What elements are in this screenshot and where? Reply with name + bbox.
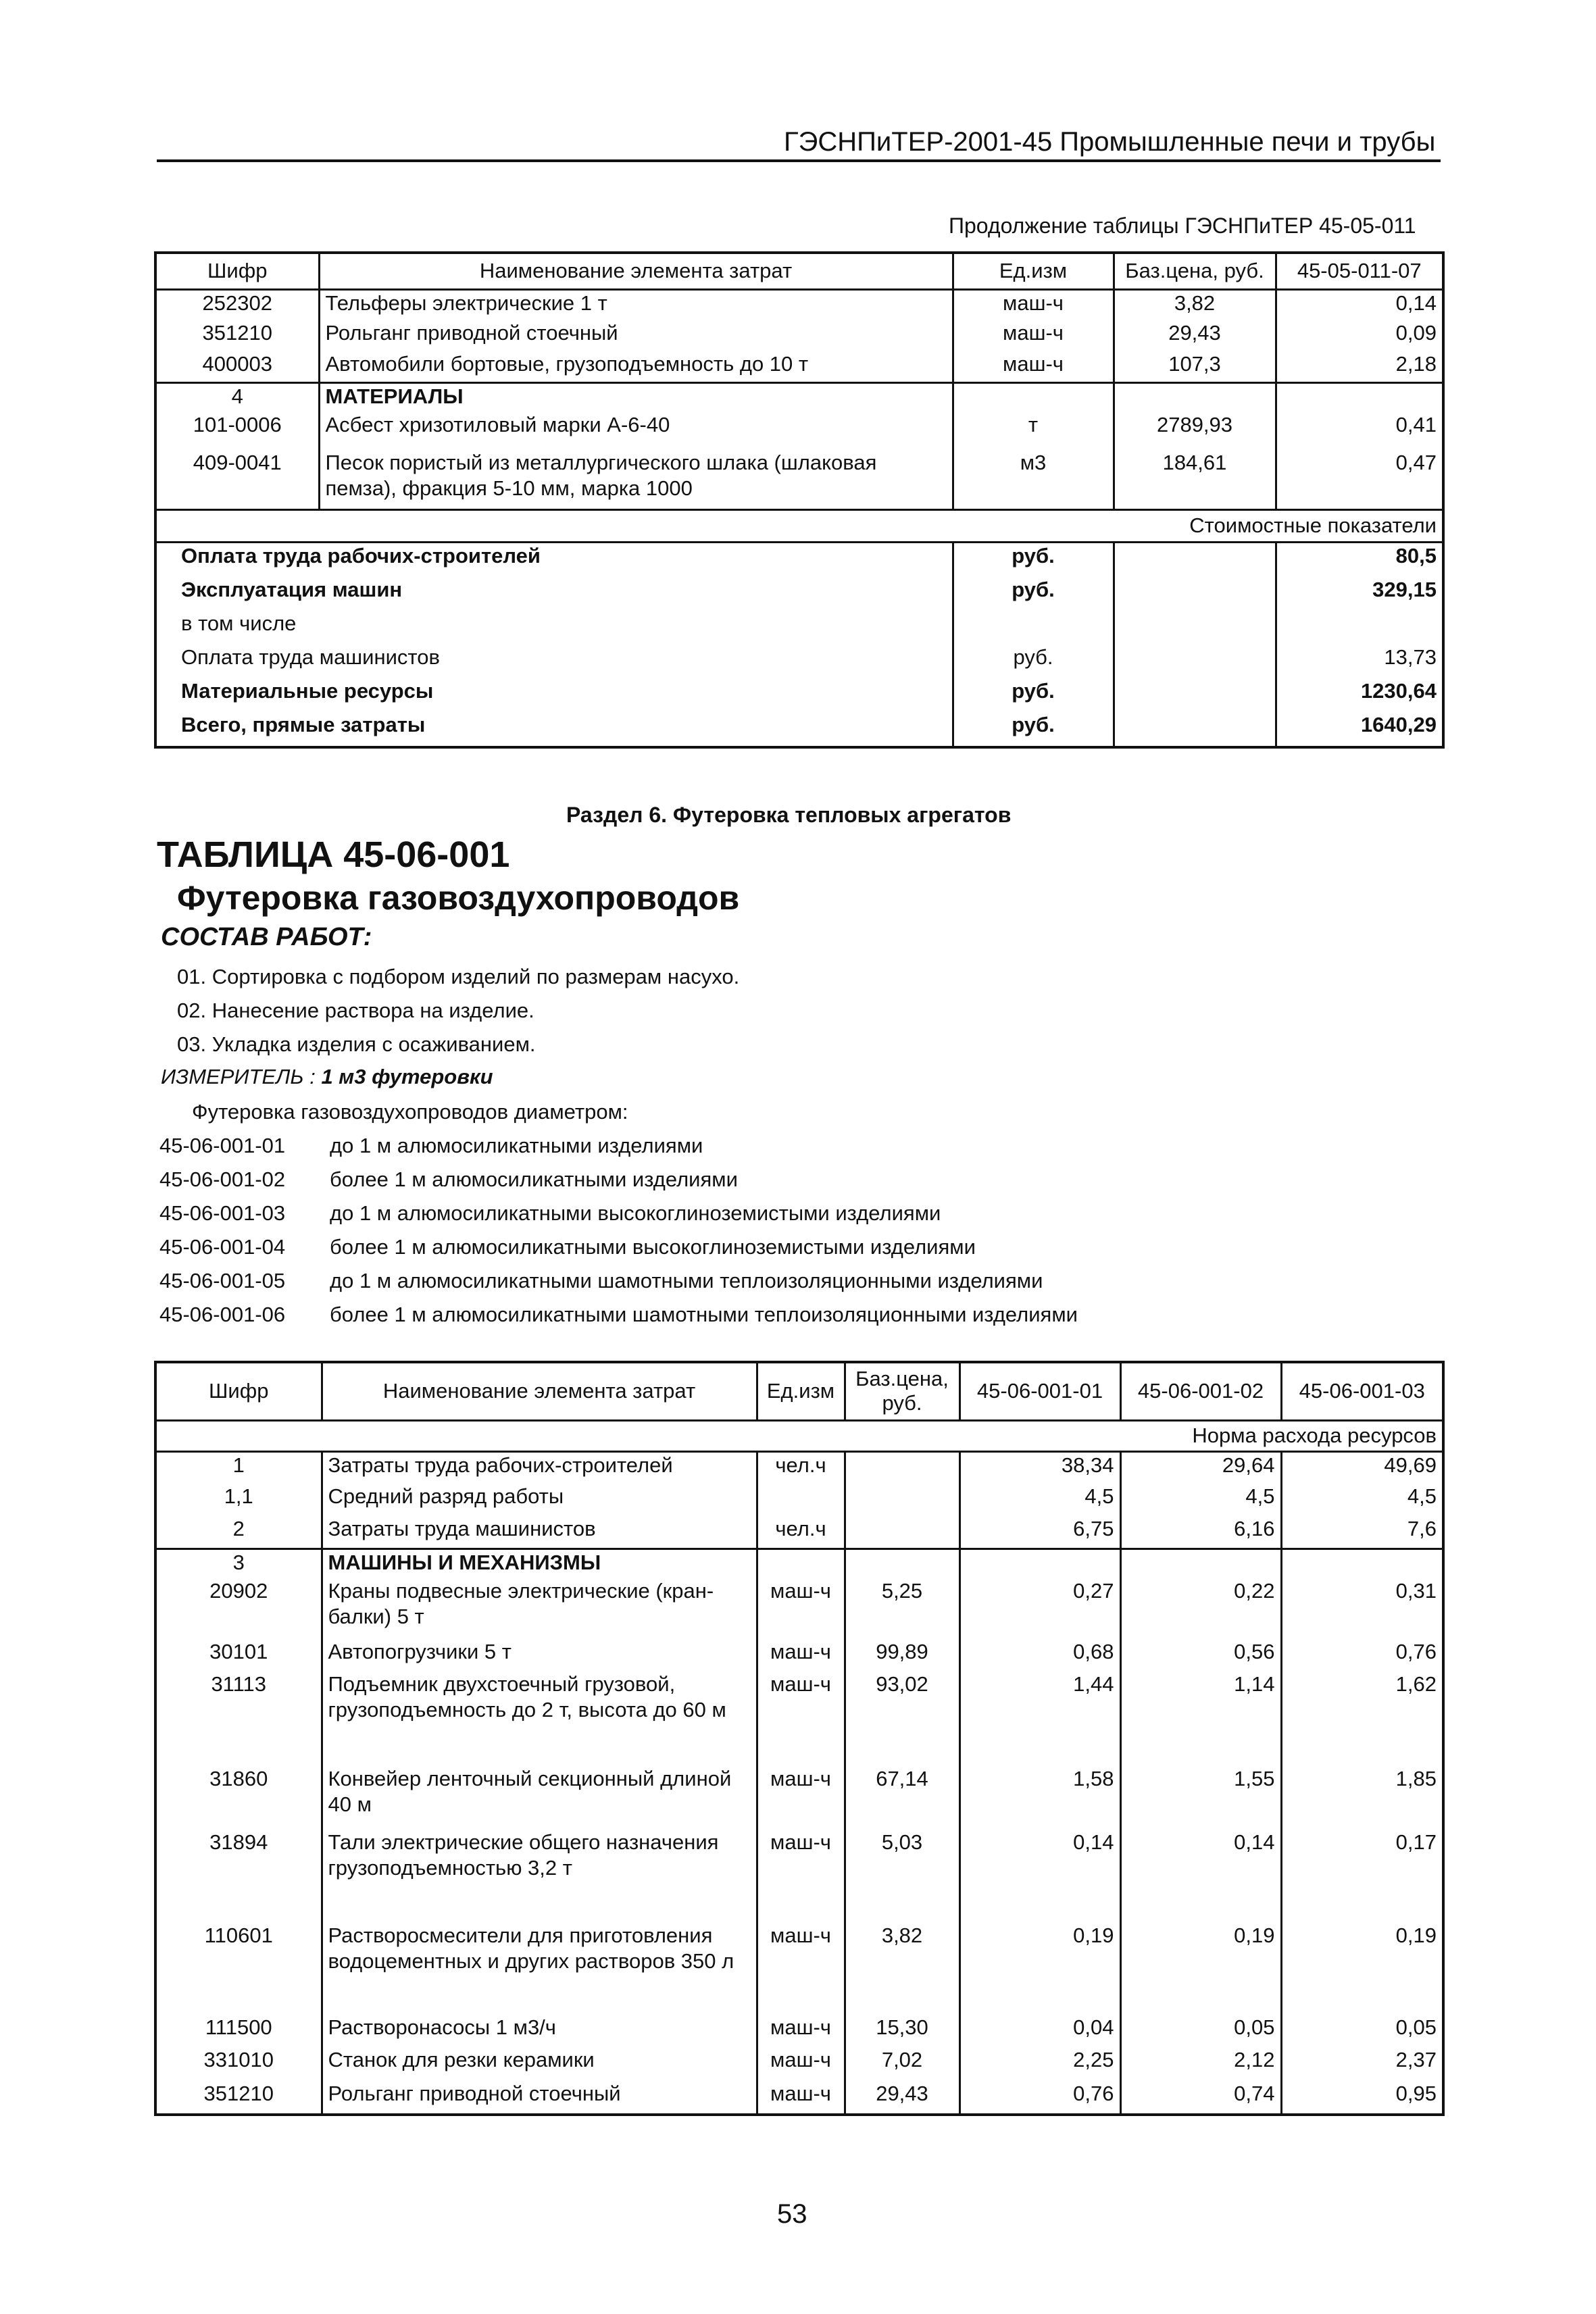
table-continuation-label: Продолжение таблицы ГЭСНПиТЕР 45-05-011 xyxy=(949,213,1416,238)
meter-label: ИЗМЕРИТЕЛЬ : xyxy=(161,1065,322,1088)
header-rule xyxy=(157,159,1441,162)
row-code: 252302 xyxy=(202,291,272,315)
header-code: Шифр xyxy=(209,1379,269,1403)
cost-label: Всего, прямые затраты xyxy=(181,713,426,736)
cost-header-row xyxy=(155,509,1443,542)
work-item: 03. Укладка изделия с осаживанием. xyxy=(177,1032,536,1056)
cost-row xyxy=(155,611,1443,645)
resource-norm-table xyxy=(154,1361,1445,2116)
row-name: Тельферы электрические 1 т xyxy=(319,289,953,320)
table-row: 111500 Растворонасосы 1 м3/ч маш-ч 15,30 0,04 0,05 0,05 xyxy=(155,2015,1443,2047)
code-list-item: 45-06-001-02 более 1 м алюмосиликатными изделиями xyxy=(159,1167,738,1191)
cost-unit: руб. xyxy=(953,678,1114,712)
norm-header-row xyxy=(155,1420,1443,1451)
header-price: Баз.цена, руб. xyxy=(1114,253,1276,289)
table-row: 31860 Конвейер ленточный секционный длиной 40 м маш-ч 67,14 1,58 1,55 1,85 xyxy=(155,1766,1443,1830)
table-row: 31113 Подъемник двухстоечный грузовой, грузоподъемность до 2 т, высота до 60 м маш-ч 93,02 1,44 1,14 1,62 xyxy=(155,1671,1443,1766)
cost-table-continued xyxy=(154,251,1445,749)
work-item: 01. Сортировка с подбором изделий по размерам насухо. xyxy=(177,965,740,988)
table-row: 2 Затраты труда машинистов чел.ч 6,75 6,16 7,6 xyxy=(155,1516,1443,1549)
meter-value: 1 м3 футеровки xyxy=(321,1065,493,1088)
table-row xyxy=(155,412,1443,450)
header-name: Наименование элемента затрат xyxy=(322,1362,757,1420)
cost-label: Оплата труда рабочих-строителей xyxy=(181,543,541,568)
cost-unit: руб. xyxy=(953,712,1114,747)
section-row-machines: 3 МАШИНЫ И МЕХАНИЗМЫ xyxy=(155,1549,1443,1578)
section-title: Раздел 6. Футеровка тепловых агрегатов xyxy=(566,803,1012,827)
row-name: Рольганг приводной стоечный xyxy=(319,320,953,351)
table-row: 20902 Краны подвесные электрические (кран- балки) 5 т маш-ч 5,25 0,27 0,22 0,31 xyxy=(155,1578,1443,1639)
table-row: 31894 Тали электрические общего назначения грузоподъемностью 3,2 т маш-ч 5,03 0,14 0,14 0,17 xyxy=(155,1830,1443,1923)
cost-row xyxy=(155,577,1443,611)
table-subtitle: Футеровка газовоздухопроводов xyxy=(177,879,740,917)
row-code: 351210 xyxy=(202,321,272,345)
works-heading: СОСТАВ РАБОТ: xyxy=(161,923,372,951)
cost-row xyxy=(155,678,1443,712)
table-row xyxy=(155,351,1443,382)
row-code: 101-0006 xyxy=(193,413,282,436)
row-value: 2,18 xyxy=(1276,351,1443,382)
row-price: 3,82 xyxy=(1114,289,1276,320)
table-row: 110601 Растворосмесители для приготовления водоцементных и других растворов 350 л маш-ч 3,82 0,19 0,19 0,19 xyxy=(155,1923,1443,2015)
cost-unit: руб. xyxy=(953,645,1114,678)
cost-label: Оплата труда машинистов xyxy=(181,645,440,669)
row-name: Песок пористый из металлургического шлака (шлаковая пемза), фракция 5-10 мм, марка 1000 xyxy=(319,450,953,509)
row-price: 2789,93 xyxy=(1114,412,1276,450)
page-header: ГЭСНПиТЕР-2001-45 Промышленные печи и трубы xyxy=(784,127,1436,157)
row-unit: м3 xyxy=(953,450,1114,509)
row-price: 107,3 xyxy=(1114,351,1276,382)
row-value: 0,47 xyxy=(1276,450,1443,509)
table-row xyxy=(155,289,1443,320)
row-unit: маш-ч xyxy=(953,351,1114,382)
row-value: 0,14 xyxy=(1276,289,1443,320)
section-code: 4 xyxy=(231,384,243,408)
code-list-item: 45-06-001-03 до 1 м алюмосиликатными высокоглиноземистыми изделиями xyxy=(159,1201,941,1225)
row-unit: маш-ч xyxy=(953,320,1114,351)
table-row: 1,1 Средний разряд работы 4,5 4,5 4,5 xyxy=(155,1484,1443,1516)
table-name: ТАБЛИЦА 45-06-001 xyxy=(157,834,510,875)
header-norm-code-3: 45-06-001-03 xyxy=(1281,1362,1443,1420)
cost-row xyxy=(155,542,1443,577)
row-name: Автомобили бортовые, грузоподъемность до 10 т xyxy=(319,351,953,382)
header-norm-code: 45-05-011-07 xyxy=(1276,253,1443,289)
row-price: 184,61 xyxy=(1114,450,1276,509)
row-value: 0,09 xyxy=(1276,320,1443,351)
header-unit: Ед.изм xyxy=(757,1362,845,1420)
cost-value: 1230,64 xyxy=(1276,678,1443,712)
table-row: 1 Затраты труда рабочих-строителей чел.ч 38,34 29,64 49,69 xyxy=(155,1451,1443,1484)
cost-label: Эксплуатация машин xyxy=(181,578,403,601)
row-value: 0,41 xyxy=(1276,412,1443,450)
table-row: 331010 Станок для резки керамики маш-ч 7,02 2,25 2,12 2,37 xyxy=(155,2047,1443,2081)
code-list-item: 45-06-001-06 более 1 м алюмосиликатными шамотными теплоизоляционными изделиями xyxy=(159,1303,1078,1326)
cost-value: 1640,29 xyxy=(1276,712,1443,747)
row-price: 29,43 xyxy=(1114,320,1276,351)
cost-value: 329,15 xyxy=(1276,577,1443,611)
lining-intro: Футеровка газовоздухопроводов диаметром: xyxy=(192,1100,628,1124)
header-unit: Ед.изм xyxy=(953,253,1114,289)
row-name: Асбест хризотиловый марки А-6-40 xyxy=(319,412,953,450)
cost-unit: руб. xyxy=(953,577,1114,611)
code-list-item: 45-06-001-04 более 1 м алюмосиликатными высокоглиноземистыми изделиями xyxy=(159,1235,976,1259)
code-list-item: 45-06-001-05 до 1 м алюмосиликатными шамотными теплоизоляционными изделиями xyxy=(159,1269,1043,1292)
norm-header: Норма расхода ресурсов xyxy=(1192,1424,1437,1447)
code-list-item: 45-06-001-01 до 1 м алюмосиликатными изделиями xyxy=(159,1134,703,1157)
cost-header: Стоимостные показатели xyxy=(1189,513,1437,537)
section-row-materials xyxy=(155,382,1443,412)
cost-label: Материальные ресурсы xyxy=(181,679,434,703)
cost-value: 80,5 xyxy=(1276,542,1443,577)
header-norm-code-1: 45-06-001-01 xyxy=(959,1362,1120,1420)
header-code: Шифр xyxy=(207,259,268,283)
section-label: МАТЕРИАЛЫ xyxy=(319,382,953,412)
cost-row xyxy=(155,712,1443,747)
header-price: Баз.цена, руб. xyxy=(845,1362,959,1420)
cost-unit: руб. xyxy=(953,542,1114,577)
table-row xyxy=(155,450,1443,509)
cost-value: 13,73 xyxy=(1276,645,1443,678)
row-unit: т xyxy=(953,412,1114,450)
meter xyxy=(161,1065,493,1089)
row-code: 400003 xyxy=(202,352,272,376)
header-norm-code-2: 45-06-001-02 xyxy=(1120,1362,1281,1420)
row-unit: маш-ч xyxy=(953,289,1114,320)
header-name: Наименование элемента затрат xyxy=(319,253,953,289)
work-item: 02. Нанесение раствора на изделие. xyxy=(177,999,534,1022)
cost-label: в том числе xyxy=(181,611,297,635)
cost-row xyxy=(155,645,1443,678)
row-code: 409-0041 xyxy=(193,451,282,474)
table-row: 351210 Рольганг приводной стоечный маш-ч 29,43 0,76 0,74 0,95 xyxy=(155,2081,1443,2115)
table-row: 30101 Автопогрузчики 5 т маш-ч 99,89 0,68 0,56 0,76 xyxy=(155,1639,1443,1671)
table-row xyxy=(155,320,1443,351)
page-number: 53 xyxy=(777,2199,807,2229)
